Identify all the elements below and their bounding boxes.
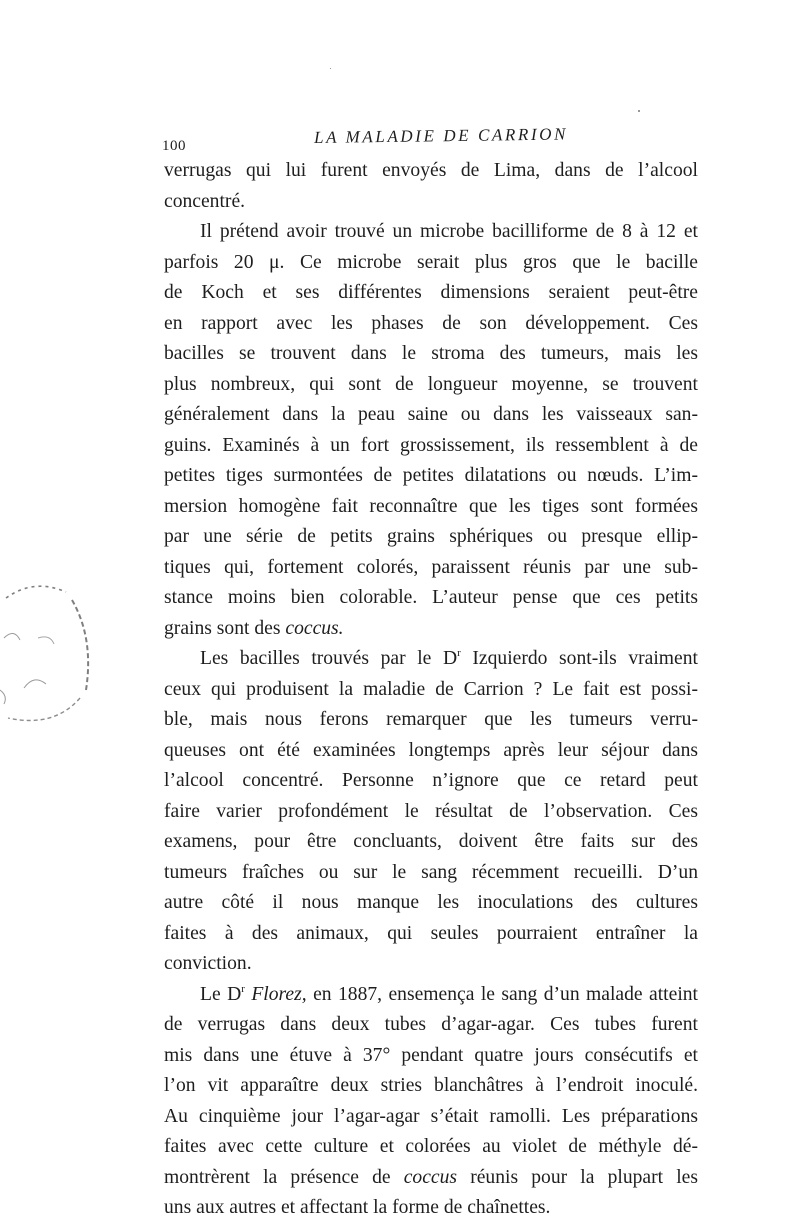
running-head <box>162 124 682 158</box>
text-span: l’on vit apparaître deux stries blanchâtres à l’endroit inoculé. <box>164 1075 698 1096</box>
text-line <box>164 1041 698 1072</box>
text-line <box>164 461 698 492</box>
paper-speck <box>638 110 640 112</box>
text-span: faites avec cette culture et colorées au violet de méthyle dé- <box>164 1136 698 1157</box>
text-line <box>164 553 698 584</box>
text-line <box>164 675 698 706</box>
library-stamp-seal <box>0 578 98 738</box>
text-line <box>164 888 698 919</box>
text-span: réunis pour la plupart les <box>457 1166 698 1188</box>
text-span: verrugas qui lui furent envoyés de Lima, dans de l’alcool <box>164 160 698 181</box>
text-span: autre côté il nous manque les inoculations des cultures <box>164 892 698 913</box>
text-span: bacilles se trouvent dans le stroma des tumeurs, mais les <box>164 343 698 364</box>
italic-text: coccus. <box>285 617 344 639</box>
text-span: plus nombreux, qui sont de longueur moyenne, se trouvent <box>164 373 698 395</box>
text-span: Izquierdo sont-ils vraiment <box>460 648 698 669</box>
text-span: montrèrent la présence de <box>164 1166 404 1188</box>
text-line <box>164 644 698 675</box>
text-line <box>164 1010 698 1041</box>
text-line <box>164 583 698 614</box>
text-span: stance moins bien colorable. L’auteur pense que ces petits <box>164 587 698 608</box>
text-span: petites tiges surmontées de petites dilatations ou nœuds. L’im- <box>164 465 698 486</box>
text-span: ble, mais nous ferons remarquer que les tumeurs verru- <box>164 709 698 730</box>
text-span: queuses ont été examinées longtemps après leur séjour dans <box>164 739 698 761</box>
text-line <box>164 705 698 736</box>
paper-speck <box>330 68 331 69</box>
text-span: parfois 20 μ. Ce microbe serait plus gros que le bacille <box>164 251 698 273</box>
text-line <box>164 736 698 767</box>
text-line <box>164 1071 698 1102</box>
superscript: r <box>241 982 245 995</box>
text-span: de verrugas dans deux tubes d’agar-agar. Ces tubes furent <box>164 1014 698 1035</box>
superscript: r <box>457 647 461 659</box>
text-line <box>164 278 698 309</box>
text-span: Les bacilles trouvés par le D <box>200 648 458 669</box>
text-span: conviction. <box>164 953 252 974</box>
text-line <box>164 858 698 889</box>
text-span: de Koch et ses différentes dimensions seraient peut-être <box>164 282 698 303</box>
text-line <box>164 980 698 1011</box>
text-line <box>164 949 698 980</box>
text-line <box>164 217 698 248</box>
text-line <box>164 1193 698 1224</box>
text-span: Il prétend avoir trouvé un microbe bacilliforme de 8 à 12 et <box>200 221 698 242</box>
text-span: guins. Examinés à un fort grossissement, ils ressemblent à de <box>164 434 698 456</box>
text-span: en 1887, ensemença le sang d’un malade atteint <box>306 983 698 1005</box>
text-line <box>164 370 698 401</box>
text-line <box>164 1132 698 1163</box>
text-line <box>164 797 698 828</box>
library-stamp <box>0 578 98 738</box>
text-span: en rapport avec les phases de son développement. Ces <box>164 312 698 334</box>
italic-text: Florez, <box>251 983 307 1005</box>
text-line <box>164 400 698 431</box>
text-line <box>164 1163 698 1194</box>
text-span: concentré. <box>164 190 246 212</box>
text-line <box>164 187 698 218</box>
text-span: par une série de petits grains sphériques ou presque ellip- <box>164 526 698 547</box>
text-span: faire varier profondément le résultat de l’observation. Ces <box>164 800 698 822</box>
text-line <box>164 827 698 858</box>
body-text <box>164 156 698 1224</box>
running-title: LA MALADIE DE CARRION <box>313 124 569 147</box>
text-span: Au cinquième jour l’agar-agar s’était ramolli. Les préparations <box>164 1105 698 1127</box>
text-line <box>164 766 698 797</box>
page-number: 100 <box>162 138 186 154</box>
text-line <box>164 431 698 462</box>
text-span: tumeurs fraîches ou sur le sang récemment recueilli. D’un <box>164 861 698 883</box>
text-span: ceux qui produisent la maladie de Carrion ? Le fait est possi- <box>164 678 698 700</box>
text-span: examens, pour être concluants, doivent être faits sur des <box>164 831 698 852</box>
text-line <box>164 309 698 340</box>
text-span: mersion homogène fait reconnaître que les tiges sont formées <box>164 495 698 517</box>
text-span: généralement dans la peau saine ou dans les vaisseaux san- <box>164 404 698 425</box>
text-span: Le D <box>200 983 242 1005</box>
text-line <box>164 492 698 523</box>
text-line <box>164 1102 698 1133</box>
text-line <box>164 156 698 187</box>
text-span: tiques qui, fortement colorés, paraissent réunis par une sub- <box>164 556 698 578</box>
text-span: uns aux autres et affectant la forme de chaînettes. <box>164 1197 551 1218</box>
text-span: grains sont des <box>164 617 286 639</box>
text-line <box>164 339 698 370</box>
text-line <box>164 522 698 553</box>
text-line <box>164 248 698 279</box>
italic-text: coccus <box>403 1166 458 1188</box>
text-line <box>164 614 698 645</box>
text-span: l’alcool concentré. Personne n’ignore que ce retard peut <box>164 770 698 791</box>
text-span: mis dans une étuve à 37° pendant quatre jours consécutifs et <box>164 1044 698 1066</box>
text-line <box>164 919 698 950</box>
text-span: faites à des animaux, qui seules pourraient entraîner la <box>164 922 698 944</box>
